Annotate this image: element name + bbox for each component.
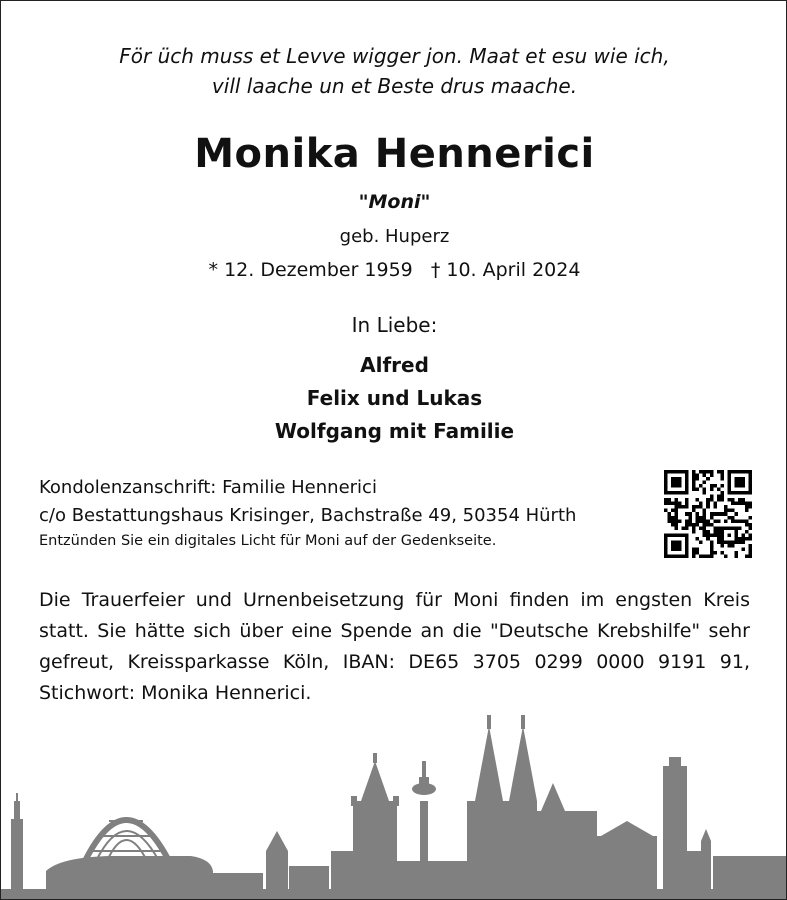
motto-line-1: För üch muss et Levve wigger jon. Maat et esu wie ich, xyxy=(119,44,670,68)
cologne-skyline-icon xyxy=(1,701,787,900)
deceased-nickname: "Moni" xyxy=(358,191,431,213)
motto-line-2: vill laache un et Beste drus maache. xyxy=(211,74,578,98)
birth-name: geb. Huperz xyxy=(339,226,450,247)
skyline-silhouette xyxy=(1,715,787,900)
life-dates xyxy=(1,259,787,281)
contact-line-2: c/o Bestattungshaus Krisinger, Bachstraße 49, 50354 Hürth xyxy=(39,505,577,526)
deceased-name: Monika Hennerici xyxy=(194,131,595,177)
condolence-address xyxy=(39,474,576,552)
mourners-intro: In Liebe: xyxy=(351,313,438,337)
funeral-notice: Die Trauerfeier und Urnenbeisetzung für Moni finden im engsten Kreis statt. Sie hätte sich über eine Spende an die "Deutsche Krebshilfe" sehr gefreut, Kreissparkasse Köln, IBAN: DE65 3705 0299 0000 9191 91, Stichwort: Monika Hennerici. xyxy=(39,589,750,704)
contact-line-1: Kondolenzanschrift: Familie Hennerici xyxy=(39,477,377,498)
death-date: † 10. April 2024 xyxy=(430,259,581,281)
qr-code-icon[interactable] xyxy=(664,470,752,558)
contact-line-3: Entzünden Sie ein digitales Licht für Moni auf der Gedenkseite. xyxy=(39,533,497,549)
birth-date: * 12. Dezember 1959 xyxy=(208,259,413,281)
mourners-list xyxy=(1,349,787,448)
mourner-name: Alfred xyxy=(360,353,429,377)
motto xyxy=(1,41,787,101)
mourner-name: Wolfgang mit Familie xyxy=(274,419,515,443)
mourner-name: Felix und Lukas xyxy=(306,386,483,410)
